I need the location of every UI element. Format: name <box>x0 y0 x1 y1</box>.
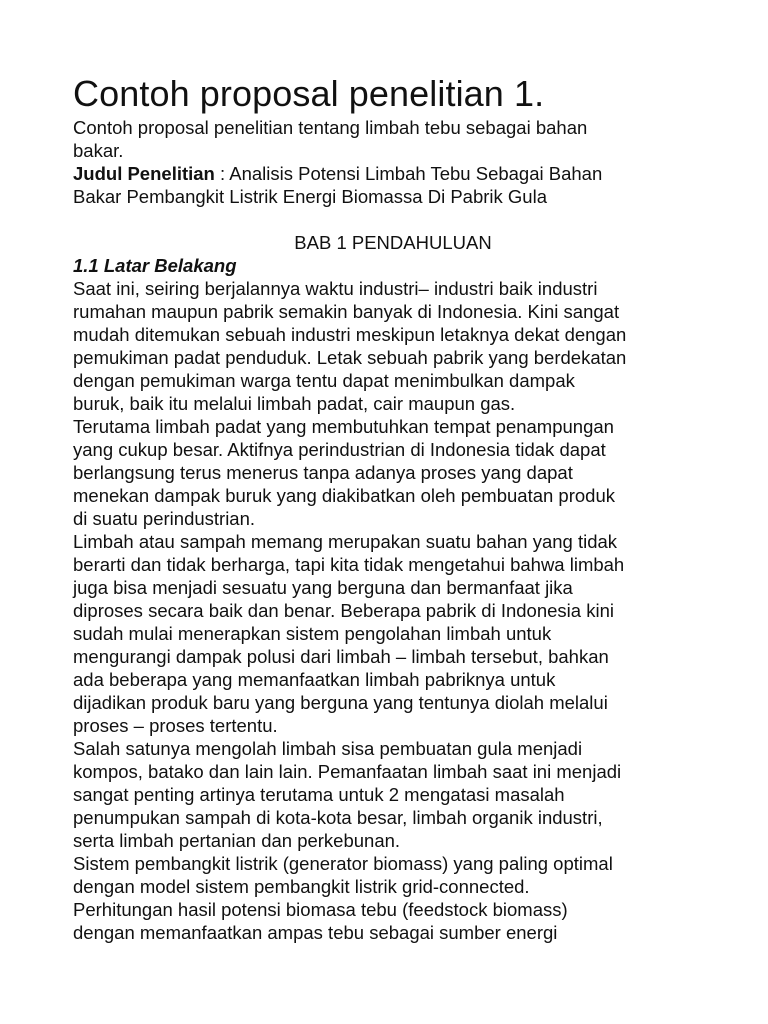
body-paragraph: Limbah atau sampah memang merupakan suatu bahan yang tidak berarti dan tidak berharga, tapi kita tidak mengetahui bahwa limbah juga bisa menjadi sesuatu yang berguna dan bermanfaat jika diproses secara baik dan benar. Beberapa pabrik di Indonesia kini sudah mulai menerapkan sistem pengolahan limbah untuk mengurangi dampak polusi dari limbah – limbah tersebut, bahkan ada beberapa yang memanfaatkan limbah pabriknya untuk dijadikan produk baru yang berguna yang tentunya diolah melalui proses – proses tertentu. <box>73 531 625 736</box>
body-paragraph: Perhitungan hasil potensi biomasa tebu (feedstock biomass) dengan memanfaatkan ampas tebu sebagai sumber energi <box>73 899 568 943</box>
body-paragraph: Sistem pembangkit listrik (generator biomass) yang paling optimal dengan model sistem pembangkit listrik grid-connected. <box>73 853 613 897</box>
body-paragraph: Salah satunya mengolah limbah sisa pembuatan gula menjadi kompos, batako dan lain lain. Pemanfaatan limbah saat ini menjadi sangat penting artinya terutama untuk 2 mengatasi masalah penumpukan sampah di kota-kota besar, limbah organik industri, serta limbah pertanian dan perkebunan. <box>73 738 622 851</box>
document-title: Contoh proposal penelitian 1. <box>73 73 545 114</box>
body-paragraph: Saat ini, seiring berjalannya waktu industri– industri baik industri rumahan maupun pabrik semakin banyak di Indonesia. Kini sangat mudah ditemukan sebuah industri meskipun letaknya dekat dengan pemukiman padat penduduk. Letak sebuah pabrik yang berdekatan dengan pemukiman warga tentu dapat menimbulkan dampak buruk, baik itu melalui limbah padat, cair maupun gas. <box>73 278 627 414</box>
research-title-text: : Analisis Potensi Limbah Tebu Sebagai Bahan Bakar Pembangkit Listrik Energi Biomassa Di Pabrik Gula <box>73 163 603 207</box>
chapter-heading: BAB 1 PENDAHULUAN <box>294 232 492 253</box>
intro-paragraph: Contoh proposal penelitian tentang limbah tebu sebagai bahan bakar. <box>73 117 588 161</box>
research-title-label: Judul Penelitian <box>73 163 215 184</box>
body-paragraph: Terutama limbah padat yang membutuhkan tempat penampungan yang cukup besar. Aktifnya perindustrian di Indonesia tidak dapat berlangsung terus menerus tanpa adanya proses yang dapat menekan dampak buruk yang diakibatkan oleh pembuatan produk di suatu perindustrian. <box>73 416 616 529</box>
section-heading: 1.1 Latar Belakang <box>73 255 237 276</box>
document-page <box>73 72 713 944</box>
research-title-paragraph <box>73 162 713 208</box>
